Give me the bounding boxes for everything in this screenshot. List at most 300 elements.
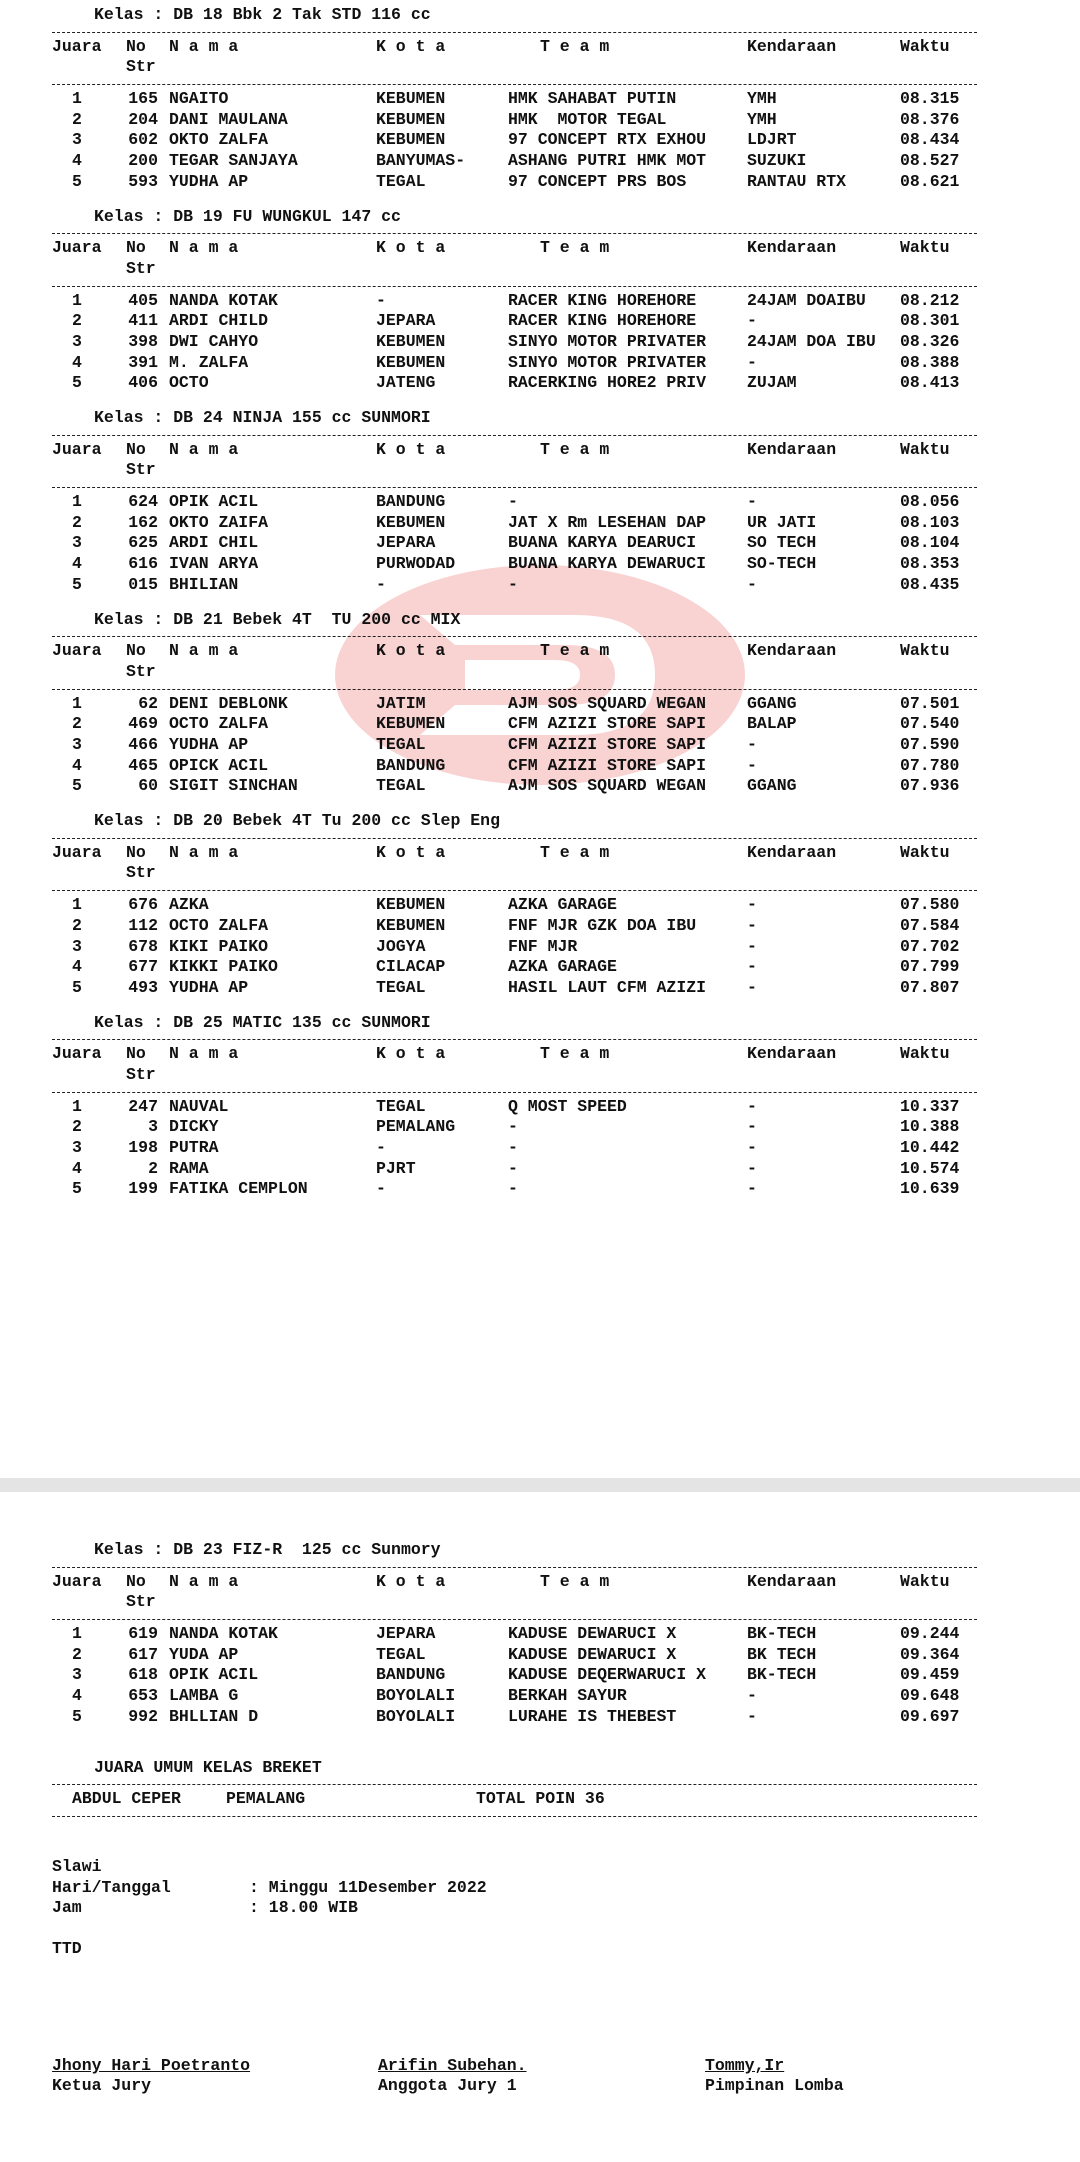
- vehicle-cell: -: [747, 735, 757, 754]
- rank-cell: 5: [72, 776, 82, 796]
- rank-cell: 4: [72, 352, 82, 372]
- overall-champion-row: [52, 1789, 977, 1810]
- time-cell: 07.936: [900, 776, 960, 796]
- start-number-cell: 60: [138, 776, 158, 796]
- signature-name-1: Jhony Hari Poetranto: [52, 2055, 251, 2075]
- table-row: [52, 735, 977, 756]
- page-1-content: [52, 5, 977, 1200]
- header-kendaraan: Kendaraan: [747, 238, 837, 258]
- table-row: [52, 895, 977, 916]
- time-cell: 07.780: [900, 755, 960, 775]
- header-str: Str: [126, 1064, 156, 1084]
- rank-cell: 2: [72, 714, 82, 734]
- name-cell: YUDHA AP: [169, 171, 249, 191]
- team-cell: RACERKING HORE2 PRIV: [508, 373, 707, 393]
- footer-info: [52, 1857, 977, 1960]
- team-cell: CFM AZIZI STORE SAPI: [508, 755, 707, 775]
- city-cell: BANDUNG: [376, 1665, 446, 1685]
- start-number-cell: 411: [128, 311, 158, 331]
- table-row: [52, 311, 977, 332]
- city-cell: JEPARA: [376, 1624, 436, 1644]
- header-str: Str: [126, 1592, 156, 1612]
- header-team: T e a m: [540, 842, 610, 862]
- name-cell: YUDA AP: [169, 1644, 239, 1664]
- city-cell: JATENG: [376, 373, 436, 393]
- city-cell: KEBUMEN: [376, 895, 446, 915]
- time-cell: 07.799: [900, 957, 960, 977]
- class-title: Kelas : DB 23 FIZ-R 125 cc Sunmory: [94, 1540, 441, 1559]
- divider: [52, 689, 977, 690]
- team-cell: AJM SOS SQUARD WEGAN: [508, 776, 707, 796]
- table-row: [52, 513, 977, 534]
- vehicle-cell: SUZUKI: [747, 151, 807, 171]
- header-str: Str: [126, 258, 156, 278]
- start-number-cell: 204: [128, 109, 158, 129]
- table-row: [52, 756, 977, 777]
- vehicle-cell: -: [747, 755, 757, 775]
- class-title: Kelas : DB 20 Bebek 4T Tu 200 cc Slep Eng: [94, 811, 500, 831]
- name-cell: KIKI PAIKO: [169, 936, 269, 956]
- header-waktu: Waktu: [900, 36, 950, 56]
- start-number-cell: 678: [128, 936, 158, 956]
- team-cell: -: [508, 492, 518, 512]
- name-cell: OPIK ACIL: [169, 492, 259, 512]
- name-cell: BHILIAN: [169, 574, 239, 594]
- vehicle-cell: BK-TECH: [747, 1665, 817, 1685]
- overall-champion-name: ABDUL CEPER: [72, 1789, 181, 1809]
- header-kendaraan: Kendaraan: [747, 1044, 837, 1064]
- signature-name-3: Tommy,Ir: [705, 2055, 785, 2075]
- city-cell: KEBUMEN: [376, 352, 446, 372]
- table-row: [52, 776, 977, 797]
- header-kota: K o t a: [376, 842, 446, 862]
- header-juara: Juara: [52, 641, 102, 661]
- header-no: No: [126, 439, 146, 459]
- team-cell: HMK SAHABAT PUTIN: [508, 89, 677, 109]
- time-cell: 08.326: [900, 331, 960, 351]
- header-kendaraan: Kendaraan: [747, 842, 837, 862]
- signature-roles: [52, 2076, 977, 2097]
- vehicle-cell: RANTAU RTX: [747, 171, 847, 191]
- team-cell: -: [508, 574, 518, 594]
- header-team: T e a m: [540, 1571, 610, 1591]
- rank-cell: 1: [72, 290, 82, 310]
- vehicle-cell: -: [747, 957, 757, 977]
- table-row: [52, 1686, 977, 1707]
- divider: [52, 84, 977, 85]
- rank-cell: 5: [72, 373, 82, 393]
- header-waktu: Waktu: [900, 238, 950, 258]
- vehicle-cell: GGANG: [747, 776, 797, 796]
- vehicle-cell: 24JAM DOAIBU: [747, 290, 866, 310]
- vehicle-cell: BK-TECH: [747, 1624, 817, 1644]
- table-row: [52, 89, 977, 110]
- table-row: [52, 937, 977, 958]
- page-separator: [0, 1478, 1080, 1492]
- header-no: No: [126, 842, 146, 862]
- team-cell: KADUSE DEWARUCI X: [508, 1644, 677, 1664]
- start-number-cell: 466: [128, 735, 158, 754]
- time-cell: 07.807: [900, 977, 960, 997]
- name-cell: BHLLIAN D: [169, 1706, 259, 1726]
- header-nama: N a m a: [169, 36, 239, 56]
- city-cell: BOYOLALI: [376, 1686, 456, 1706]
- vehicle-cell: SO TECH: [747, 533, 817, 553]
- signature-role-3: Pimpinan Lomba: [705, 2076, 844, 2096]
- header-waktu: Waktu: [900, 842, 950, 862]
- header-waktu: Waktu: [900, 1571, 950, 1591]
- city-cell: JOGYA: [376, 936, 426, 956]
- table-header-row-2: [52, 662, 977, 683]
- team-cell: BUANA KARYA DEARUCI: [508, 533, 697, 553]
- header-team: T e a m: [540, 238, 610, 258]
- start-number-cell: 112: [128, 915, 158, 935]
- rank-cell: 3: [72, 533, 82, 553]
- city-cell: TEGAL: [376, 977, 426, 997]
- start-number-cell: 992: [128, 1706, 158, 1726]
- time-cell: 07.584: [900, 915, 960, 935]
- city-cell: -: [376, 1179, 386, 1199]
- time-cell: 08.388: [900, 352, 960, 372]
- table-row: [52, 1138, 977, 1159]
- time-cell: 08.413: [900, 373, 960, 393]
- header-team: T e a m: [540, 1044, 610, 1064]
- header-no: No: [126, 238, 146, 258]
- start-number-cell: 617: [128, 1644, 158, 1664]
- team-cell: FNF MJR GZK DOA IBU: [508, 915, 697, 935]
- start-number-cell: 198: [128, 1138, 158, 1158]
- overall-total-points: TOTAL POIN 36: [476, 1789, 605, 1809]
- city-cell: JEPARA: [376, 533, 436, 553]
- header-kota: K o t a: [376, 641, 446, 661]
- rank-cell: 5: [72, 574, 82, 594]
- header-kendaraan: Kendaraan: [747, 641, 837, 661]
- table-row: [52, 916, 977, 937]
- vehicle-cell: -: [747, 492, 757, 512]
- time-cell: 08.353: [900, 554, 960, 574]
- time-cell: 08.212: [900, 290, 960, 310]
- name-cell: OKTO ZAIFA: [169, 512, 269, 532]
- rank-cell: 3: [72, 331, 82, 351]
- page-2-content: [52, 1540, 977, 2097]
- team-cell: Q MOST SPEED: [508, 1096, 627, 1116]
- vehicle-cell: UR JATI: [747, 512, 817, 532]
- name-cell: LAMBA G: [169, 1686, 239, 1706]
- vehicle-cell: -: [747, 1138, 757, 1158]
- header-kota: K o t a: [376, 1571, 446, 1591]
- rank-cell: 2: [72, 915, 82, 935]
- table-row: [52, 1624, 977, 1645]
- vehicle-cell: -: [747, 574, 757, 594]
- city-cell: TEGAL: [376, 1644, 426, 1664]
- team-cell: CFM AZIZI STORE SAPI: [508, 714, 707, 734]
- header-str: Str: [126, 57, 156, 77]
- header-nama: N a m a: [169, 439, 239, 459]
- table-row: [52, 694, 977, 715]
- vehicle-cell: -: [747, 311, 757, 331]
- time-cell: 08.301: [900, 311, 960, 331]
- table-row: [52, 373, 977, 394]
- table-header-row: [52, 641, 977, 662]
- rank-cell: 4: [72, 755, 82, 775]
- class-title: Kelas : DB 24 NINJA 155 cc SUNMORI: [94, 408, 431, 428]
- table-header-row-2: [52, 1592, 977, 1613]
- city-cell: -: [376, 1138, 386, 1158]
- table-row: [52, 1117, 977, 1138]
- divider: [52, 32, 977, 33]
- class-title: Kelas : DB 21 Bebek 4T TU 200 cc MIX: [94, 609, 461, 629]
- time-cell: 07.501: [900, 693, 960, 713]
- header-juara: Juara: [52, 238, 102, 258]
- time-cell: 08.434: [900, 130, 960, 150]
- header-team: T e a m: [540, 439, 610, 459]
- city-cell: -: [376, 290, 386, 310]
- divider: [52, 435, 977, 436]
- time-cell: 08.103: [900, 512, 960, 532]
- name-cell: NANDA KOTAK: [169, 1624, 278, 1644]
- vehicle-cell: -: [747, 1706, 757, 1726]
- start-number-cell: 619: [128, 1624, 158, 1644]
- divider: [52, 1092, 977, 1093]
- table-row: [52, 575, 977, 596]
- header-nama: N a m a: [169, 641, 239, 661]
- table-header-row: [52, 238, 977, 259]
- rank-cell: 3: [72, 936, 82, 956]
- name-cell: SIGIT SINCHAN: [169, 776, 298, 796]
- team-cell: HASIL LAUT CFM AZIZI: [508, 977, 707, 997]
- footer-date-row: [52, 1878, 977, 1899]
- name-cell: RAMA: [169, 1158, 209, 1178]
- name-cell: DANI MAULANA: [169, 109, 288, 129]
- vehicle-cell: -: [747, 1158, 757, 1178]
- city-cell: TEGAL: [376, 1096, 426, 1116]
- divider: [52, 1567, 977, 1568]
- name-cell: NANDA KOTAK: [169, 290, 278, 310]
- table-row: [52, 1645, 977, 1666]
- table-row: [52, 151, 977, 172]
- table-header-row: [52, 37, 977, 58]
- city-cell: TEGAL: [376, 171, 426, 191]
- time-cell: 08.104: [900, 533, 960, 553]
- signature-role-1: Ketua Jury: [52, 2076, 152, 2096]
- header-kendaraan: Kendaraan: [747, 1571, 837, 1591]
- vehicle-cell: BK TECH: [747, 1644, 817, 1664]
- header-nama: N a m a: [169, 238, 239, 258]
- rank-cell: 2: [72, 109, 82, 129]
- name-cell: ARDI CHILD: [169, 311, 269, 331]
- rank-cell: 2: [72, 512, 82, 532]
- team-cell: KADUSE DEQERWARUCI X: [508, 1665, 707, 1685]
- start-number-cell: 391: [128, 352, 158, 372]
- start-number-cell: 3: [148, 1117, 158, 1137]
- footer-date-label: Hari/Tanggal: [52, 1877, 171, 1897]
- start-number-cell: 677: [128, 957, 158, 977]
- header-str: Str: [126, 460, 156, 480]
- footer-time-row: [52, 1898, 977, 1919]
- time-cell: 07.540: [900, 714, 960, 734]
- section-gap: [52, 797, 977, 811]
- rank-cell: 3: [72, 130, 82, 150]
- header-waktu: Waktu: [900, 1044, 950, 1064]
- header-no: No: [126, 36, 146, 56]
- table-row: [52, 1665, 977, 1686]
- city-cell: JATIM: [376, 693, 426, 713]
- rank-cell: 1: [72, 1624, 82, 1644]
- time-cell: 08.056: [900, 492, 960, 512]
- start-number-cell: 398: [128, 331, 158, 351]
- table-header-row-2: [52, 57, 977, 78]
- time-cell: 07.580: [900, 895, 960, 915]
- table-row: [52, 110, 977, 131]
- rank-cell: 2: [72, 1644, 82, 1664]
- class-section: [52, 1540, 977, 1728]
- rank-cell: 4: [72, 1686, 82, 1706]
- city-cell: BANDUNG: [376, 492, 446, 512]
- rank-cell: 5: [72, 977, 82, 997]
- team-cell: SINYO MOTOR PRIVATER: [508, 331, 707, 351]
- table-header-row-2: [52, 863, 977, 884]
- name-cell: OKTO ZALFA: [169, 130, 269, 150]
- start-number-cell: 593: [128, 171, 158, 191]
- city-cell: PEMALANG: [376, 1117, 456, 1137]
- rank-cell: 1: [72, 89, 82, 109]
- vehicle-cell: GGANG: [747, 693, 797, 713]
- team-cell: SINYO MOTOR PRIVATER: [508, 352, 707, 372]
- start-number-cell: 602: [128, 130, 158, 150]
- team-cell: 97 CONCEPT RTX EXHOU: [508, 130, 707, 150]
- name-cell: OCTO ZALFA: [169, 714, 269, 734]
- start-number-cell: 406: [128, 373, 158, 393]
- vehicle-cell: YMH: [747, 89, 777, 109]
- header-team: T e a m: [540, 641, 610, 661]
- header-no: No: [126, 1571, 146, 1591]
- city-cell: KEBUMEN: [376, 714, 446, 734]
- vehicle-cell: -: [747, 1686, 757, 1706]
- time-cell: 08.435: [900, 574, 960, 594]
- header-str: Str: [126, 661, 156, 681]
- start-number-cell: 624: [128, 492, 158, 512]
- vehicle-cell: 24JAM DOA IBU: [747, 331, 876, 351]
- city-cell: KEBUMEN: [376, 331, 446, 351]
- name-cell: YUDHA AP: [169, 977, 249, 997]
- vehicle-cell: -: [747, 1117, 757, 1137]
- footer-place: Slawi: [52, 1856, 102, 1876]
- name-cell: IVAN ARYA: [169, 554, 259, 574]
- rank-cell: 4: [72, 554, 82, 574]
- header-juara: Juara: [52, 842, 102, 862]
- table-row: [52, 554, 977, 575]
- team-cell: JAT X Rm LESEHAN DAP: [508, 512, 707, 532]
- divider: [52, 890, 977, 891]
- city-cell: TEGAL: [376, 735, 426, 754]
- divider: [52, 1619, 977, 1620]
- city-cell: JEPARA: [376, 311, 436, 331]
- team-cell: RACER KING HOREHORE: [508, 311, 697, 331]
- table-row: [52, 714, 977, 735]
- table-row: [52, 353, 977, 374]
- name-cell: FATIKA CEMPLON: [169, 1179, 308, 1199]
- city-cell: BOYOLALI: [376, 1706, 456, 1726]
- start-number-cell: 469: [128, 714, 158, 734]
- name-cell: NAUVAL: [169, 1096, 229, 1116]
- team-cell: CFM AZIZI STORE SAPI: [508, 735, 707, 754]
- time-cell: 08.315: [900, 89, 960, 109]
- city-cell: PURWODAD: [376, 554, 456, 574]
- header-kota: K o t a: [376, 238, 446, 258]
- rank-cell: 4: [72, 957, 82, 977]
- header-kendaraan: Kendaraan: [747, 36, 837, 56]
- time-cell: 09.244: [900, 1624, 960, 1644]
- table-header-row: [52, 1044, 977, 1065]
- name-cell: DENI DEBLONK: [169, 693, 288, 713]
- start-number-cell: 676: [128, 895, 158, 915]
- time-cell: 10.574: [900, 1158, 960, 1178]
- signature-role-2: Anggota Jury 1: [378, 2076, 517, 2096]
- class-section: [52, 610, 977, 812]
- table-header-row: [52, 1572, 977, 1593]
- divider: [52, 1039, 977, 1040]
- name-cell: OPIK ACIL: [169, 1665, 259, 1685]
- name-cell: DICKY: [169, 1117, 219, 1137]
- time-cell: 09.697: [900, 1706, 960, 1726]
- class-section: [52, 207, 977, 409]
- table-row: [52, 332, 977, 353]
- table-header-row-2: [52, 1065, 977, 1086]
- name-cell: YUDHA AP: [169, 735, 249, 754]
- vehicle-cell: YMH: [747, 109, 777, 129]
- start-number-cell: 2: [148, 1158, 158, 1178]
- team-cell: LURAHE IS THEBEST: [508, 1706, 677, 1726]
- name-cell: ARDI CHIL: [169, 533, 259, 553]
- divider: [52, 487, 977, 488]
- name-cell: NGAITO: [169, 89, 229, 109]
- divider: [52, 1816, 977, 1817]
- vehicle-cell: BALAP: [747, 714, 797, 734]
- table-header-row: [52, 843, 977, 864]
- team-cell: RACER KING HOREHORE: [508, 290, 697, 310]
- city-cell: KEBUMEN: [376, 109, 446, 129]
- city-cell: CILACAP: [376, 957, 446, 977]
- time-cell: 10.442: [900, 1138, 960, 1158]
- start-number-cell: 616: [128, 554, 158, 574]
- section-gap: [52, 999, 977, 1013]
- vehicle-cell: LDJRT: [747, 130, 797, 150]
- start-number-cell: 165: [128, 89, 158, 109]
- vehicle-cell: -: [747, 352, 757, 372]
- start-number-cell: 625: [128, 533, 158, 553]
- header-no: No: [126, 641, 146, 661]
- vehicle-cell: -: [747, 895, 757, 915]
- start-number-cell: 465: [128, 755, 158, 775]
- time-cell: 10.337: [900, 1096, 960, 1116]
- time-cell: 09.648: [900, 1686, 960, 1706]
- table-row: [52, 1097, 977, 1118]
- signature-name-2: Arifin Subehan.: [378, 2055, 527, 2075]
- header-waktu: Waktu: [900, 641, 950, 661]
- divider: [52, 1784, 977, 1785]
- section-gap: [52, 394, 977, 408]
- class-section: [52, 5, 977, 207]
- table-row: [52, 492, 977, 513]
- footer-ttd: TTD: [52, 1938, 82, 1958]
- city-cell: KEBUMEN: [376, 89, 446, 109]
- team-cell: -: [508, 1158, 518, 1178]
- table-row: [52, 978, 977, 999]
- time-cell: 07.590: [900, 735, 960, 754]
- header-team: T e a m: [540, 36, 610, 56]
- header-juara: Juara: [52, 1044, 102, 1064]
- table-row: [52, 957, 977, 978]
